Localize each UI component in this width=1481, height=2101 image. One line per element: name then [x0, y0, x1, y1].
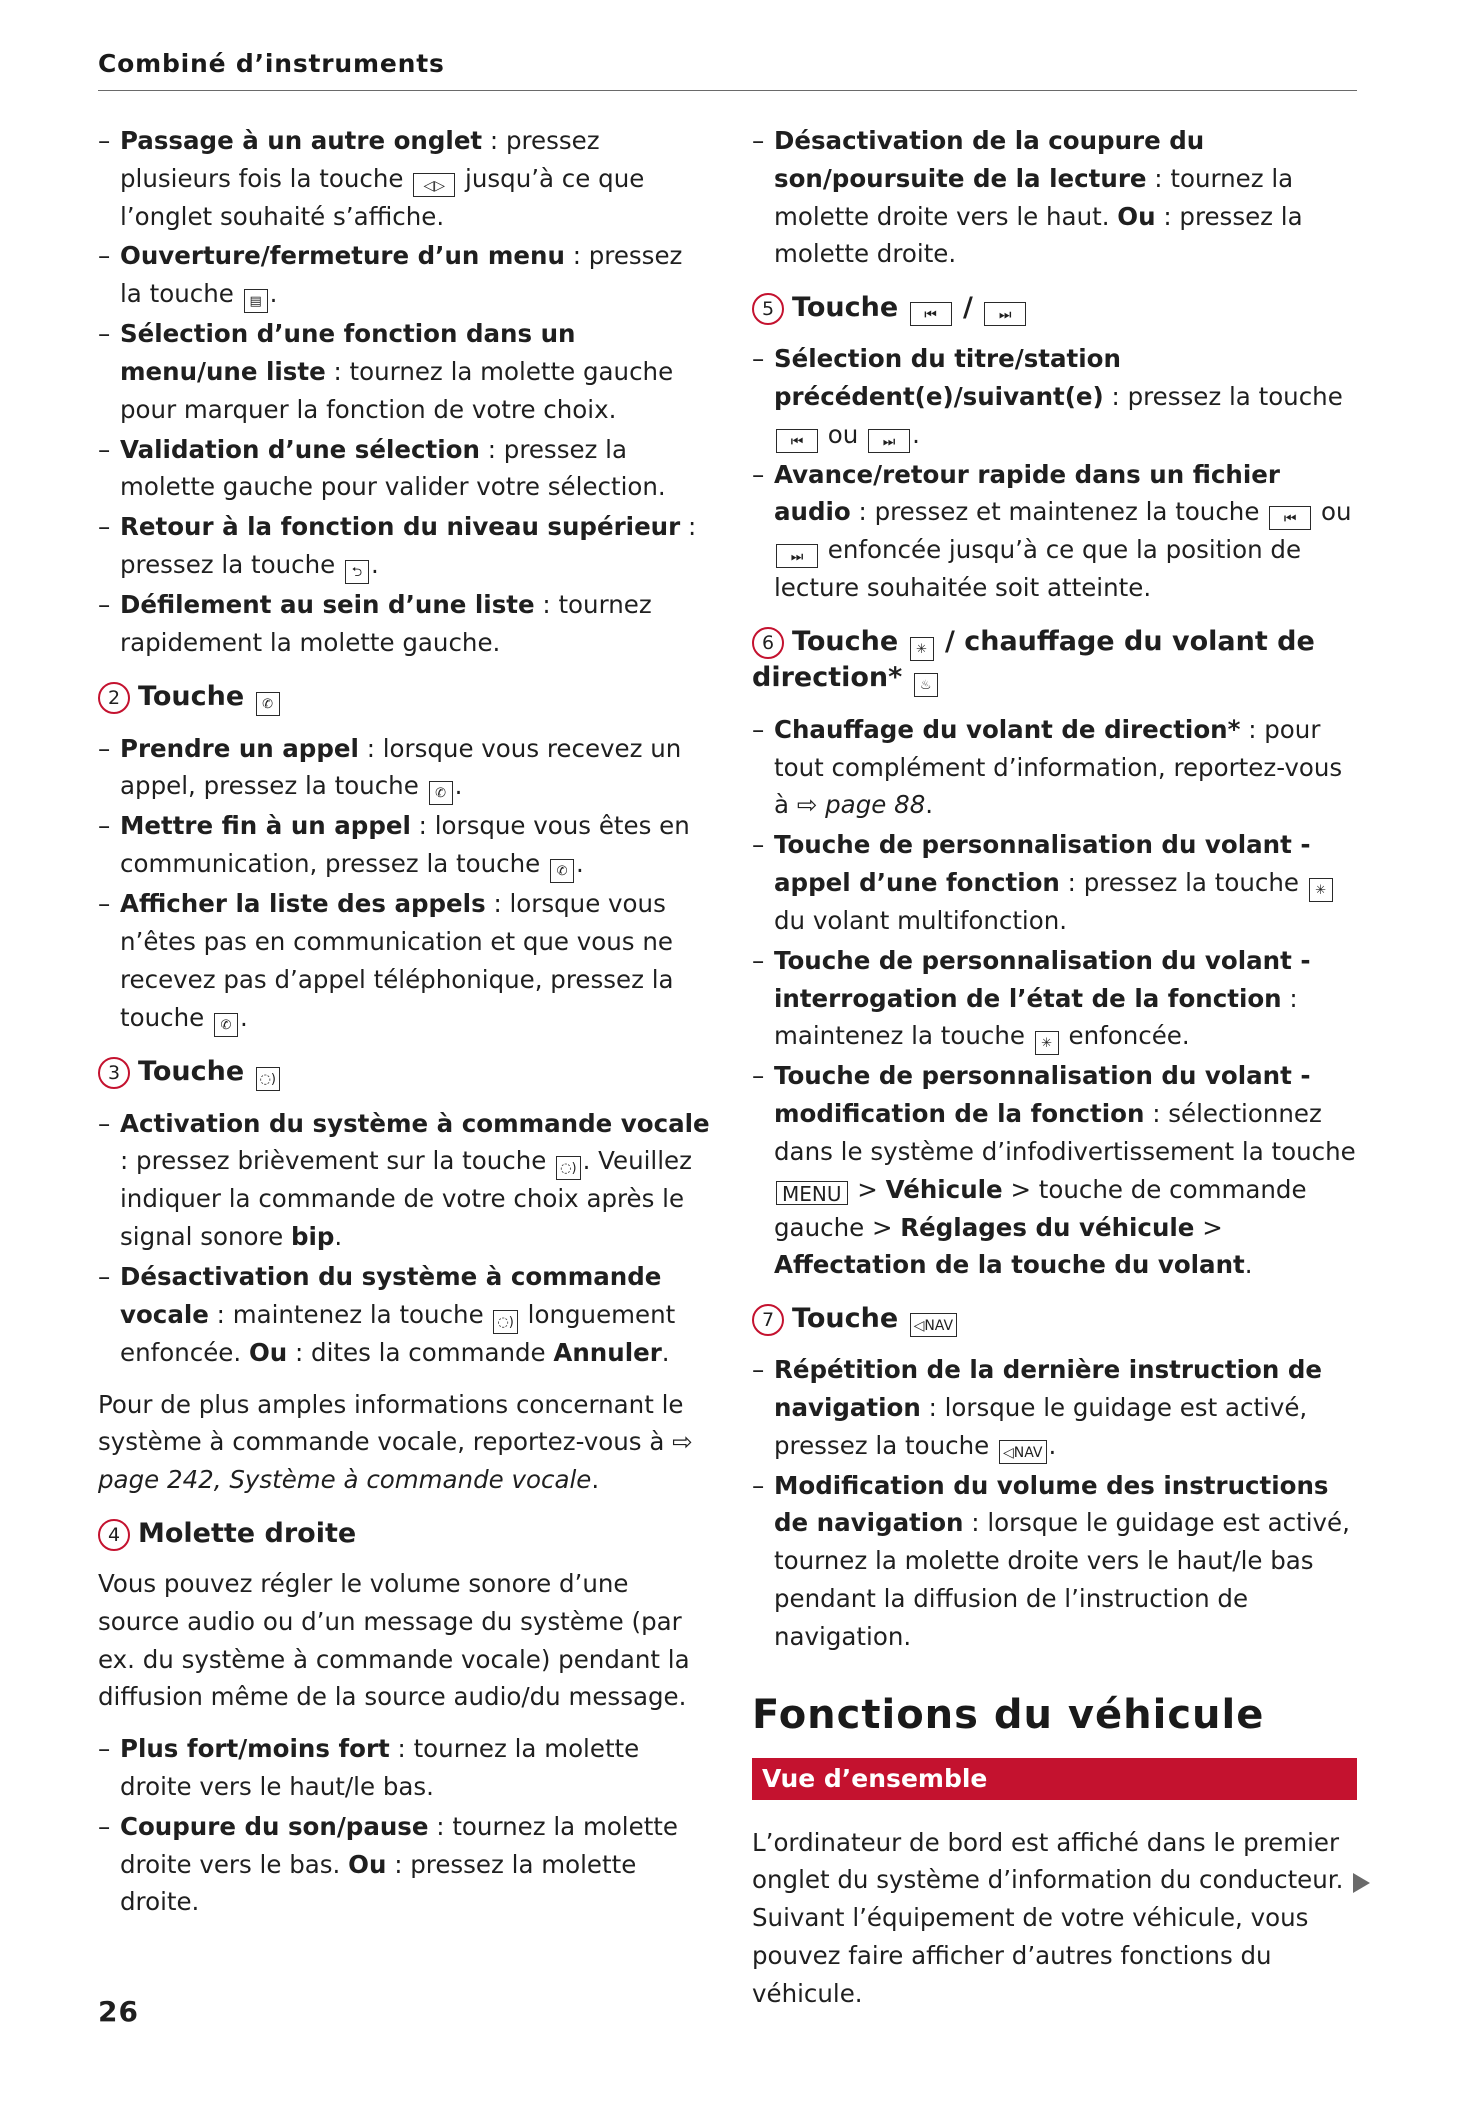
page-reference-link[interactable]: ⇨ page 242, Système à commande vocale — [98, 1427, 693, 1495]
previous-track-key-icon: ⏮ — [910, 302, 952, 326]
list-item: – Désactivation de la coupure du son/poursuite de la lecture : tournez la molette droite vers le haut. Ou : pressez la molette droite. — [752, 122, 1357, 273]
bullet-list-7 — [752, 1351, 1357, 1655]
tab-switch-key-icon: ◁▷ — [413, 173, 455, 197]
list-item: – Plus fort/moins fort : tournez la molette droite vers le haut/le bas. — [98, 1730, 710, 1806]
previous-track-key-icon: ⏮ — [1269, 506, 1311, 530]
callout-number: 2 — [98, 682, 130, 714]
callout-number: 5 — [752, 293, 784, 325]
menu-key-icon: ▤ — [244, 289, 268, 313]
list-item: – Désactivation du système à commande vocale : maintenez la touche ◌) longuement enfoncée. Ou : dites la commande Annuler. — [98, 1258, 710, 1372]
list-item: – Modification du volume des instructions de navigation : lorsque le guidage est activé, tournez la molette droite vers le haut/le bas pendant la diffusion de l’instruction de navigation. — [752, 1467, 1357, 1656]
custom-asterisk-key-icon: ✳ — [1309, 878, 1333, 902]
bullet-list-3 — [98, 1105, 710, 1372]
list-item: – Prendre un appel : lorsque vous recevez un appel, pressez la touche ✆ . — [98, 730, 710, 806]
custom-asterisk-key-icon: ✳ — [1035, 1031, 1059, 1055]
next-track-key-icon: ⏭ — [776, 544, 818, 568]
bullet-list-6 — [752, 711, 1357, 1284]
right-column — [752, 122, 1357, 2026]
bullet-list-4 — [98, 1730, 710, 1921]
next-track-key-icon: ⏭ — [984, 302, 1026, 326]
phone-key-icon: ✆ — [550, 859, 574, 883]
next-track-key-icon: ⏭ — [868, 429, 910, 453]
page-header — [98, 46, 1357, 91]
voice-key-icon: ◌) — [493, 1310, 517, 1334]
voice-key-icon: ◌) — [256, 1067, 280, 1091]
list-item: – Passage à un autre onglet : pressez plusieurs fois la touche ◁▷ jusqu’à ce que l’onglet souhaité s’affiche. — [98, 122, 710, 235]
menu-button-label: MENU — [776, 1181, 848, 1205]
continue-arrow-icon — [1353, 1873, 1370, 1893]
phone-key-icon: ✆ — [429, 781, 453, 805]
header-title: Combiné d’instruments — [98, 49, 445, 78]
voice-key-icon: ◌) — [556, 1156, 580, 1180]
nav-repeat-key-icon: ◁NAV — [910, 1313, 958, 1337]
list-item: – Défilement au sein d’une liste : tournez rapidement la molette gauche. — [98, 586, 710, 662]
callout-number: 6 — [752, 627, 784, 659]
section-heading-3: 3 Touche ◌) — [98, 1055, 710, 1091]
list-item: – Coupure du son/pause : tournez la molette droite vers le bas. Ou : pressez la molette droite. — [98, 1808, 710, 1921]
nav-repeat-key-icon: ◁NAV — [999, 1440, 1047, 1464]
list-item: – Sélection du titre/station précédent(e)/suivant(e) : pressez la touche ⏮ ou ⏭ . — [752, 340, 1357, 453]
page-number: 26 — [98, 1995, 139, 2028]
section-heading-4: 4 Molette droite — [98, 1517, 710, 1551]
phone-key-icon: ✆ — [214, 1013, 238, 1037]
bullet-list-5 — [752, 340, 1357, 607]
bullet-list-0 — [752, 122, 1357, 273]
bullet-list-1 — [98, 122, 710, 662]
callout-number: 7 — [752, 1304, 784, 1336]
page-reference-link[interactable]: ⇨ page 88 — [796, 790, 926, 820]
bullet-list-2 — [98, 730, 710, 1037]
back-key-icon: ⮌ — [345, 560, 369, 584]
callout-number: 3 — [98, 1057, 130, 1089]
section-heading-2: 2 Touche ✆ — [98, 680, 710, 716]
list-item: – Chauffage du volant de direction* : pour tout complément d’information, reportez-vous à ⇨ page 88. — [752, 711, 1357, 824]
steering-heating-icon: ♨ — [914, 673, 938, 697]
custom-asterisk-key-icon: ✳ — [910, 637, 934, 661]
left-column — [98, 122, 710, 1935]
list-item: – Afficher la liste des appels : lorsque vous n’êtes pas en communication et que vous ne recevez pas d’appel téléphonique, pressez la touche ✆ . — [98, 885, 710, 1036]
list-item: – Validation d’une sélection : pressez la molette gauche pour valider votre sélection. — [98, 431, 710, 507]
list-item: – Sélection d’une fonction dans un menu/une liste : tournez la molette gauche pour marquer la fonction de votre choix. — [98, 315, 710, 428]
section-heading-7: 7 Touche ◁NAV — [752, 1302, 1357, 1337]
list-item: – Avance/retour rapide dans un fichier audio : pressez et maintenez la touche ⏮ ou ⏭ enfoncée jusqu’à ce que la position de lecture souhaitée soit atteinte. — [752, 456, 1357, 607]
list-item: – Touche de personnalisation du volant - modification de la fonction : sélectionnez dans le système d’infodivertissement la touche MENU > Véhicule > touche de commande gauche > Réglages du véhicule > Affectation de la touche du volant. — [752, 1057, 1357, 1284]
paragraph: L’ordinateur de bord est affiché dans le premier onglet du système d’information du conducteur. Suivant l’équipement de votre véhicule, vous pouvez faire afficher d’autres fonctions du véhicule. — [752, 1827, 1344, 2008]
paragraph: Vous pouvez régler le volume sonore d’une source audio ou d’un message du système (par ex. du système à commande vocale) pendant la diffusion même de la source audio/du message. — [98, 1568, 690, 1712]
list-item: – Retour à la fonction du niveau supérieur : pressez la touche ⮌ . — [98, 508, 710, 584]
phone-key-icon: ✆ — [256, 692, 280, 716]
section-heading-5: 5 Touche ⏮ / ⏭ — [752, 291, 1357, 326]
list-item: – Répétition de la dernière instruction de navigation : lorsque le guidage est activé, pressez la touche ◁NAV . — [752, 1351, 1357, 1464]
section-heading-6: 6 Touche ✳ / chauffage du volant de direction* ♨ — [752, 625, 1357, 697]
list-item: – Mettre fin à un appel : lorsque vous êtes en communication, pressez la touche ✆ . — [98, 807, 710, 883]
list-item: – Activation du système à commande vocale : pressez brièvement sur la touche ◌) . Veuillez indiquer la commande de votre choix après le signal sonore bip. — [98, 1105, 710, 1256]
list-item: – Touche de personnalisation du volant - interrogation de l’état de la fonction : maintenez la touche ✳ enfoncée. — [752, 942, 1357, 1056]
list-item: – Ouverture/fermeture d’un menu : pressez la touche ▤ . — [98, 237, 710, 313]
section-title: Fonctions du véhicule — [752, 1691, 1265, 1738]
paragraph: Pour de plus amples informations concernant le système à commande vocale, reportez-vous à ⇨ page 242, Système à commande vocale. — [98, 1389, 693, 1495]
list-item: – Touche de personnalisation du volant - appel d’une fonction : pressez la touche ✳ du volant multifonction. — [752, 826, 1357, 940]
previous-track-key-icon: ⏮ — [776, 429, 818, 453]
subsection-banner: Vue d’ensemble — [752, 1758, 1357, 1800]
callout-number: 4 — [98, 1519, 130, 1551]
